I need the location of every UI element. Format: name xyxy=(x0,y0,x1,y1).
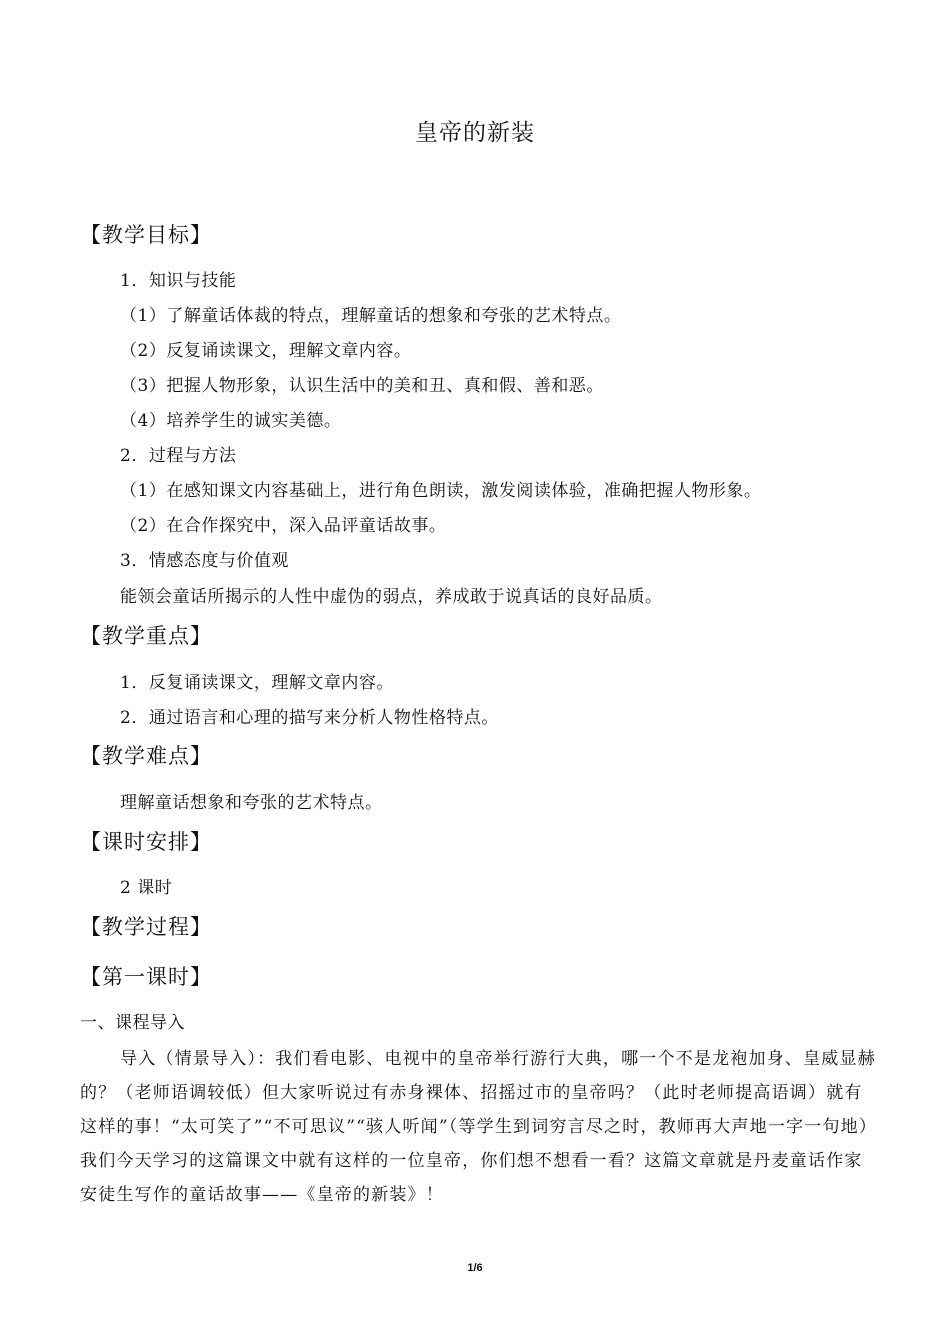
schedule-heading: 【课时安排】 xyxy=(80,830,212,854)
objective-item: （1）在感知课文内容基础上，进行角色朗读，激发阅读体验，准确把握人物形象。 xyxy=(120,481,762,501)
document-title: 皇帝的新装 xyxy=(415,120,535,146)
page-number: 1/6 xyxy=(467,1262,483,1274)
schedule-text: 2 课时 xyxy=(120,878,173,898)
intro-subheading: 一、课程导入 xyxy=(80,1013,185,1033)
key-point-item: 2．通过语言和心理的描写来分析人物性格特点。 xyxy=(120,708,499,728)
difficulties-text: 理解童话想象和夸张的艺术特点。 xyxy=(120,793,383,813)
objective-item: （1）了解童话体裁的特点，理解童话的想象和夸张的艺术特点。 xyxy=(120,306,622,326)
objective-item: 能领会童话所揭示的人性中虚伪的弱点，养成敢于说真话的良好品质。 xyxy=(120,587,663,607)
objective-item: （4）培养学生的诚实美德。 xyxy=(120,411,342,431)
intro-paragraph: 导入（情景导入）：我们看电影、电视中的皇帝举行游行大典，哪一个不是龙袍加身、皇威显赫的？（老师语调较低）但大家听说过有赤身裸体、招摇过市的皇帝吗？（此时老师提高语调）就有这样的事！“太可笑了”“不可思议”“骇人听闻”（等学生到词穷言尽之时，教师再大声地一字一句地）我们今天学习的这篇课文中就有这样的一位皇帝，你们想不想看一看？这篇文章就是丹麦童话作家安徒生写作的童话故事——《皇帝的新装》！ xyxy=(80,1049,878,1205)
first-lesson-heading: 【第一课时】 xyxy=(80,965,212,989)
objective-item: （3）把握人物形象，认识生活中的美和丑、真和假、善和恶。 xyxy=(120,376,604,396)
objective-item: （2）反复诵读课文，理解文章内容。 xyxy=(120,341,412,361)
key-point-item: 1．反复诵读课文，理解文章内容。 xyxy=(120,673,394,693)
difficulties-heading: 【教学难点】 xyxy=(80,744,212,768)
objective-item: （2）在合作探究中，深入品评童话故事。 xyxy=(120,516,447,536)
process-heading: 【教学过程】 xyxy=(80,915,212,939)
objectives-heading: 【教学目标】 xyxy=(80,223,212,247)
key-points-heading: 【教学重点】 xyxy=(80,624,212,648)
objective-item: 2．过程与方法 xyxy=(120,446,237,466)
objective-item: 3．情感态度与价值观 xyxy=(120,551,289,571)
objective-item: 1．知识与技能 xyxy=(120,271,237,291)
